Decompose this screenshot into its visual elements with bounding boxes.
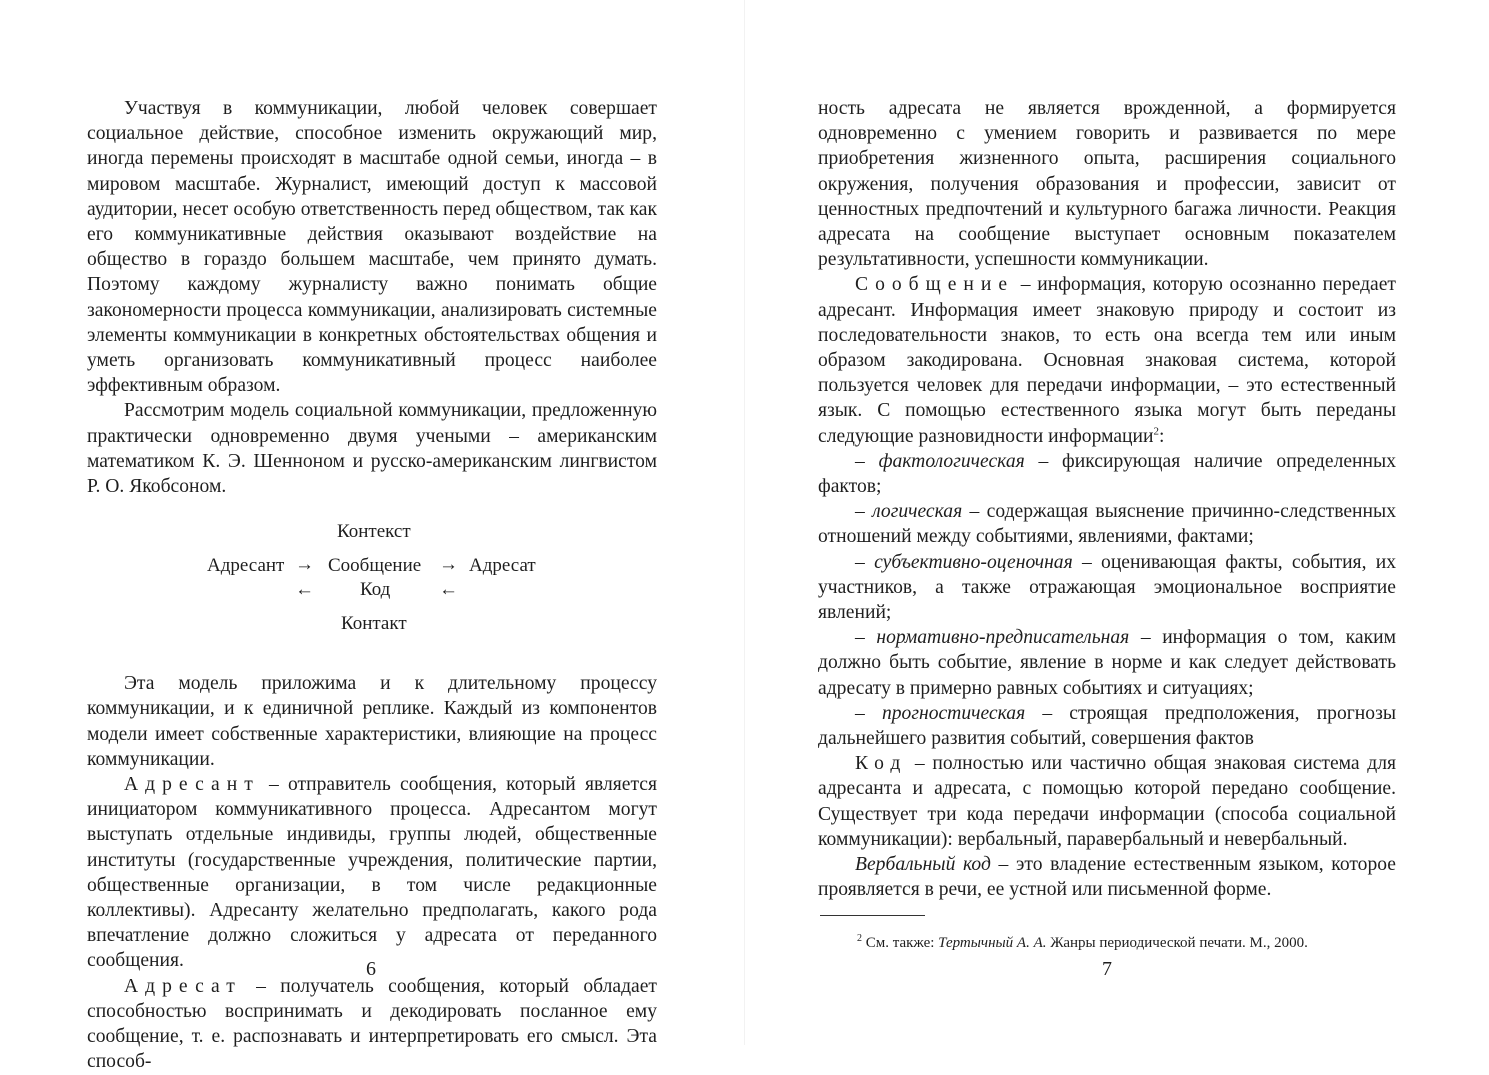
list-text: – оценивающая факты, события, их участников, а также отражающая эмоциональное восприятие явлений; <box>818 551 1397 624</box>
paragraph <box>818 751 1396 852</box>
footnote-text: Жанры периодической печати. М., 2000. <box>1046 935 1308 951</box>
term-addressee: Адресат <box>124 975 242 997</box>
footnote <box>857 934 1308 952</box>
term-message: Сообщение <box>855 274 1015 296</box>
model-code: Код <box>360 579 391 601</box>
communication-model-diagram <box>87 515 657 663</box>
paragraph-text: – отправитель сообщения, который является инициатором коммуникативного процесса. Адресантом могут выступать отдельные индивиды, группы людей, общественные институты (государственные учреждения, политические партии, общественные организации, в том числе редакционные коллективы). Адресанту желательно предполагать, какого рода впечатление должно сложиться у адресата от переданного сообщения. <box>87 774 657 972</box>
paragraph-text: : <box>1159 425 1165 447</box>
paragraph <box>818 272 1396 448</box>
model-addressee: Адресат <box>469 555 536 577</box>
page-number: 7 <box>1102 958 1112 980</box>
paragraph <box>87 772 657 974</box>
right-text-column <box>818 96 1396 903</box>
term-addresser: Адресант <box>124 774 260 796</box>
list-term: нормативно-предписательная <box>876 627 1130 649</box>
model-addresser: Адресант <box>207 555 285 577</box>
paragraph-text: – это владение естественным языком, которое проявляется в речи, ее устной или письменной форме. <box>818 854 1396 901</box>
page-left <box>0 0 744 1073</box>
list-item <box>818 701 1396 751</box>
list-dash: – <box>855 702 882 724</box>
list-dash: – <box>855 627 877 649</box>
list-text: – содержащая выяснение причинно-следственных отношений между событиями, явлениями, фактами; <box>818 501 1396 548</box>
left-text-column <box>87 96 657 1075</box>
model-message: Сообщение <box>328 555 422 577</box>
arrow-left-icon: ← <box>439 579 458 601</box>
list-dash: – <box>855 551 875 573</box>
list-item <box>818 625 1396 701</box>
list-item <box>818 499 1396 549</box>
footnote-divider <box>820 915 925 916</box>
footnote-text: См. также: <box>862 935 939 951</box>
list-dash: – <box>855 501 873 523</box>
paragraph: Участвуя в коммуникации, любой человек совершает социальное действие, способное изменить окружающий мир, иногда перемены происходят в масштабе одной семьи, иногда – в мировом масштабе. Журналист, имеющий доступ к массовой аудитории, несет особую ответственность перед обществом, так как его коммуникативные действия оказывают воздействие на общество в гораздо большем масштабе, чем принято думать. Поэтому каждому журналисту важно понимать общие закономерности процесса коммуникации, анализировать системные элементы коммуникации в конкретных обстоятельствах общения и уметь организовать коммуникативный процесс наиболее эффективным образом. <box>87 98 657 397</box>
list-dash: – <box>855 450 879 472</box>
paragraph: Рассмотрим модель социальной коммуникации, предложенную практически одновременно двумя учеными – американским математиком К. Э. Шенноном и русско-американским лингвистом Р. О. Якобсоном. <box>87 400 657 498</box>
paragraph: Эта модель приложима и к длительному процессу коммуникации, и к единичной реплике. Каждый из компонентов модели имеет собственные характеристики, влияющие на процесс коммуникации. <box>87 673 657 770</box>
arrow-left-icon: ← <box>295 579 314 601</box>
list-item <box>818 550 1396 626</box>
footnote-mark: 2 <box>857 933 862 944</box>
list-text: – строящая предположения, прогнозы дальнейшего развития событий, совершения фактов <box>818 702 1396 750</box>
paragraph <box>87 974 657 1075</box>
paragraph-text: – получатель сообщения, который обладает способностью воспринимать и декодировать посланное ему сообщение, т. е. распознавать и интерпретировать его смысл. Эта способ- <box>87 975 657 1073</box>
model-context: Контекст <box>337 521 411 543</box>
paragraph-text: – информация, которую осознанно передает адресант. Информация имеет знаковую природу и состоит из последовательности знаков, то есть она всегда тем или иным образом закодирована. Основная знаковая система, которой пользуется человек для передачи информации, – это естественный язык. С помощью естественного языка могут быть переданы следующие разновидности информации <box>818 274 1396 447</box>
term-verbal-code: Вербальный код <box>855 854 991 876</box>
paragraph-text: – полностью или частично общая знаковая система для адресанта и адресата, с помощью которой передано сообщение. Существует три кода передачи информации (способа социальной коммуникации): вербальный, паравербальный и невербальный. <box>818 753 1396 850</box>
list-text: – фиксирующая наличие определенных фактов; <box>818 450 1396 498</box>
footnote-author: Тертычный А. А. <box>938 935 1047 951</box>
paragraph: ность адресата не является врожденной, а формируется одновременно с умением говорить и развивается по мере приобретения жизненного опыта, расширения социального окружения, получения образования и профессии, зависит от ценностных предпочтений и культурного багажа личности. Реакция адресата на сообщение выступает основным показателем результативности, успешности коммуникации. <box>818 98 1396 271</box>
model-contact: Контакт <box>341 613 407 635</box>
list-item <box>818 449 1396 499</box>
term-code: Код <box>855 753 908 775</box>
page-right <box>745 0 1489 1045</box>
list-term: субъективно-оценочная <box>874 551 1073 573</box>
info-types-list <box>818 449 1396 751</box>
paragraph <box>818 852 1396 902</box>
list-text: – информация о том, каким должно быть событие, явление в норме и как следует действовать адресату в примерно равных событиях и ситуациях; <box>818 627 1396 699</box>
arrow-right-icon: → <box>295 554 314 576</box>
footnote-ref: 2 <box>1153 425 1160 438</box>
list-term: прогностическая <box>881 702 1026 724</box>
page-number: 6 <box>366 958 376 980</box>
list-term: логическая <box>872 501 963 523</box>
list-term: фактологическая <box>878 450 1025 472</box>
arrow-right-icon: → <box>439 554 458 576</box>
